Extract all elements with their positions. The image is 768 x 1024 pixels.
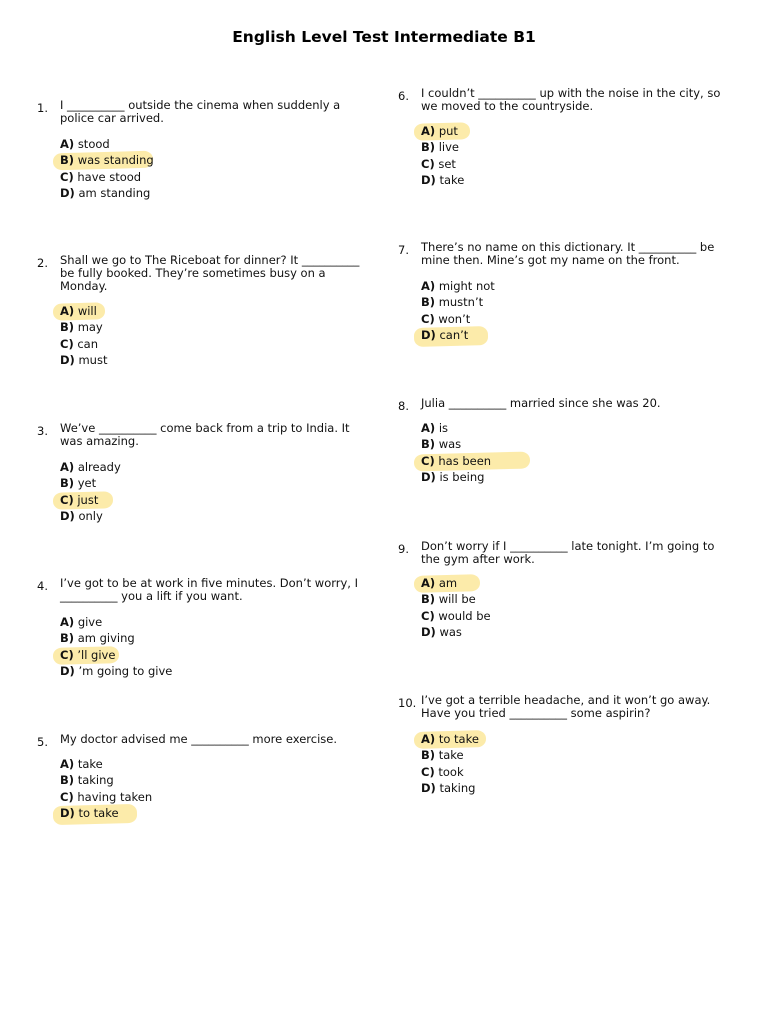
question-stem: I __________ outside the cinema when suddenly a police car arrived. xyxy=(60,98,341,125)
question-stem: We’ve __________ come back from a trip to India. It was amazing. xyxy=(60,421,350,448)
option-b[interactable]: B) taking xyxy=(60,773,114,788)
option-a[interactable]: A) will xyxy=(60,303,107,319)
question-stem: I couldn’t __________ up with the noise in the city, so we moved to the countryside. xyxy=(421,86,721,113)
option-a[interactable]: A) to take xyxy=(421,731,479,747)
option-b[interactable]: B) am giving xyxy=(60,631,135,646)
options-list xyxy=(421,278,495,343)
question-8 xyxy=(398,397,738,497)
question-5 xyxy=(37,733,367,843)
question-6 xyxy=(398,87,738,197)
options-list xyxy=(421,575,491,640)
option-b[interactable]: B) may xyxy=(60,320,103,335)
option-c[interactable]: C) having taken xyxy=(60,789,153,804)
option-c[interactable]: C) has been xyxy=(421,453,491,469)
options-list xyxy=(60,756,152,821)
option-d[interactable]: D) taking xyxy=(421,780,476,795)
options-list xyxy=(60,459,121,524)
option-a[interactable]: A) take xyxy=(60,757,103,771)
options-list xyxy=(421,123,464,188)
question-4 xyxy=(37,577,377,687)
question-number: 6. xyxy=(398,89,409,103)
question-number: 2. xyxy=(37,256,48,270)
option-d[interactable]: D) must xyxy=(60,352,108,367)
option-a[interactable]: A) put xyxy=(421,123,464,139)
question-number: 9. xyxy=(398,542,409,556)
options-list xyxy=(60,136,154,201)
question-stem: There’s no name on this dictionary. It __________ be mine then. Mine’s got my name on the front. xyxy=(421,240,715,267)
question-2 xyxy=(37,254,367,374)
option-d[interactable]: D) only xyxy=(60,508,103,523)
option-b[interactable]: B) yet xyxy=(60,476,97,491)
question-stem: I’ve got a terrible headache, and it won’t go away. Have you tried __________ some aspirin? xyxy=(421,693,711,720)
question-7 xyxy=(398,241,738,351)
question-number: 10. xyxy=(398,696,417,710)
option-b[interactable]: B) mustn’t xyxy=(421,295,484,310)
option-a[interactable]: A) already xyxy=(60,460,121,474)
option-c[interactable]: C) took xyxy=(421,764,464,779)
question-stem: Shall we go to The Riceboat for dinner? It __________ be fully booked. They’re sometimes busy on a Monday. xyxy=(60,253,360,293)
option-d[interactable]: D) was xyxy=(421,624,462,639)
option-a[interactable]: A) am xyxy=(421,575,491,591)
question-9 xyxy=(398,540,738,650)
option-c[interactable]: C) would be xyxy=(421,608,491,623)
question-stem: Julia __________ married since she was 20. xyxy=(421,396,661,410)
option-b[interactable]: B) take xyxy=(421,748,464,763)
question-number: 5. xyxy=(37,735,48,749)
question-stem: I’ve got to be at work in five minutes. Don’t worry, I __________ you a lift if you want. xyxy=(60,576,358,603)
page-title: English Level Test Intermediate B1 xyxy=(232,28,536,46)
question-number: 8. xyxy=(398,399,409,413)
option-d[interactable]: D) to take xyxy=(60,805,152,821)
option-b[interactable]: B) will be xyxy=(421,592,476,607)
option-c[interactable]: C) set xyxy=(421,156,456,171)
option-a[interactable]: A) is xyxy=(421,421,448,435)
option-a[interactable]: A) stood xyxy=(60,137,110,151)
question-1 xyxy=(37,99,367,209)
options-list xyxy=(421,420,491,485)
question-stem: Don’t worry if I __________ late tonight. I’m going to the gym after work. xyxy=(421,539,715,566)
option-c[interactable]: C) just xyxy=(60,492,121,508)
question-number: 4. xyxy=(37,579,48,593)
question-number: 7. xyxy=(398,243,409,257)
option-b[interactable]: B) live xyxy=(421,140,459,155)
option-a[interactable]: A) might not xyxy=(421,279,495,293)
question-number: 1. xyxy=(37,101,48,115)
option-c[interactable]: C) won’t xyxy=(421,311,471,326)
question-number: 3. xyxy=(37,424,48,438)
question-stem: My doctor advised me __________ more exercise. xyxy=(60,732,337,746)
options-list xyxy=(60,614,172,679)
option-d[interactable]: D) can’t xyxy=(421,327,495,343)
option-d[interactable]: D) am standing xyxy=(60,185,151,200)
question-3 xyxy=(37,422,367,532)
option-b[interactable]: B) was standing xyxy=(60,152,154,168)
option-d[interactable]: D) is being xyxy=(421,469,485,484)
options-list xyxy=(421,731,479,796)
option-c[interactable]: C) have stood xyxy=(60,169,142,184)
option-d[interactable]: D) ’m going to give xyxy=(60,663,173,678)
option-c[interactable]: C) can xyxy=(60,336,99,351)
options-list xyxy=(60,303,107,368)
option-b[interactable]: B) was xyxy=(421,437,462,452)
option-c[interactable]: C) ’ll give xyxy=(60,647,172,663)
option-d[interactable]: D) take xyxy=(421,172,465,187)
question-10 xyxy=(398,694,738,804)
option-a[interactable]: A) give xyxy=(60,615,103,629)
